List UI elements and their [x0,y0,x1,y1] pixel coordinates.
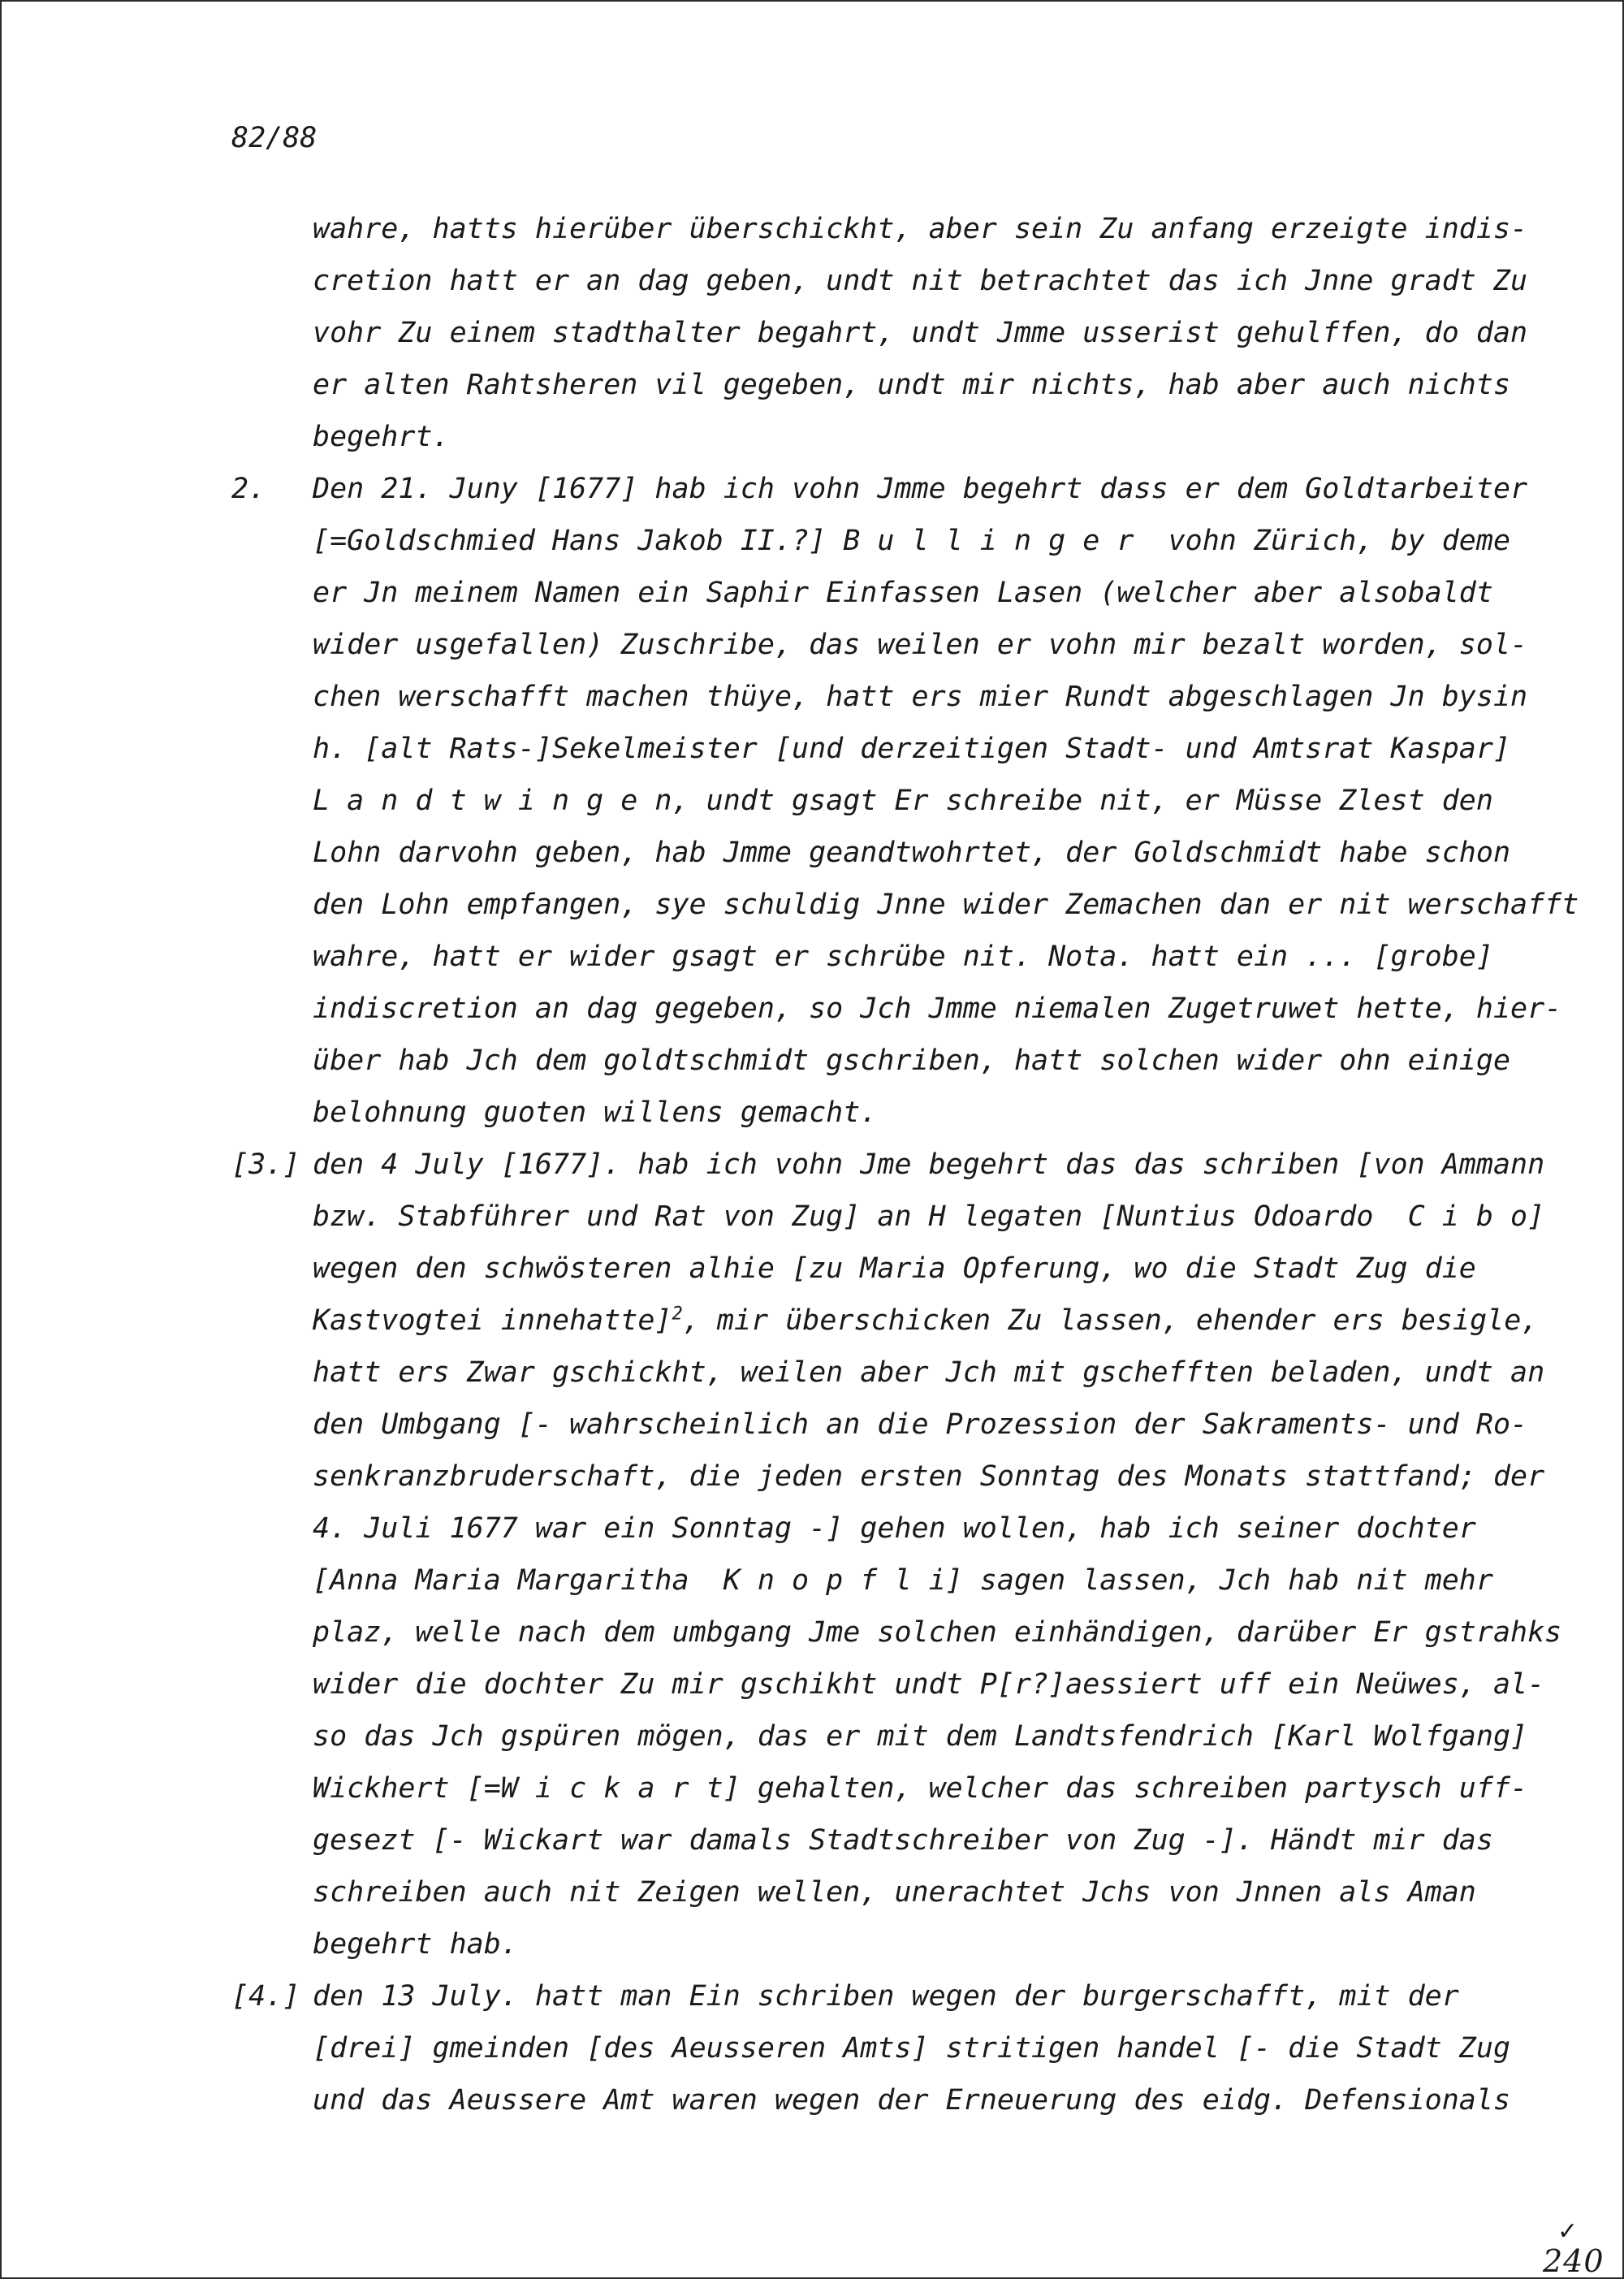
footnote-marker: 2 [672,1304,683,1325]
text-line: Lohn darvohn geben, hab Jmme geandtwohrtet, der Goldschmidt habe schon [313,837,1511,869]
text-line: cretion hatt er an dag geben, undt nit betrachtet das ich Jnne gradt Zu [313,265,1528,297]
text-line: hatt ers Zwar gschickht, weilen aber Jch mit gschefften beladen, undt an [313,1356,1545,1389]
text-line: belohnung guoten willens gemacht. [313,1096,878,1129]
text-line-with-footnote [313,1295,1563,1347]
text-line: chen werschafft machen thüye, hatt ers mier Rundt abgeschlagen Jn bysin [313,681,1528,713]
text-line: wahre, hatts hierüber überschickht, aber sein Zu anfang erzeigte indis- [313,213,1528,245]
text-segment: , mir überschicken Zu lassen, ehender ers besigle, [682,1304,1539,1337]
text-line: wider die dochter Zu mir gschikht undt P[r?]aessiert uff ein Neüwes, al- [313,1668,1545,1701]
text-line: wider usgefallen) Zuschribe, das weilen er vohn mir bezalt worden, sol- [313,629,1528,661]
text-line: Den 21. Juny [1677] hab ich vohn Jmme begehrt dass er dem Goldtarbeiter [313,473,1528,505]
check-mark-icon: ✓ [1557,2217,1579,2246]
text-line: und das Aeussere Amt waren wegen der Erneuerung des eidg. Defensionals [313,2084,1511,2117]
text-line: begehrt hab. [313,1928,518,1961]
page-number: 82/88 [231,122,317,154]
document-body [231,203,1579,2126]
text-line: [drei] gmeinden [des Aeusseren Amts] stritigen handel [- die Stadt Zug [313,2032,1511,2065]
text-line: indiscretion an dag gegeben, so Jch Jmme niemalen Zugetruwet hette, hier- [313,992,1562,1025]
entry-number: [4.] [231,1980,300,2013]
text-line: den 4 July [1677]. hab ich vohn Jme begehrt das das schriben [von Ammann [313,1148,1545,1181]
text-line: wegen den schwösteren alhie [zu Maria Opferung, wo die Stadt Zug die [313,1252,1476,1285]
entry-number: 2. [231,473,266,505]
text-line: Wickhert [=W i c k a r t] gehalten, welcher das schreiben partysch uff- [313,1772,1528,1805]
text-line: 4. Juli 1677 war ein Sonntag -] gehen wollen, hab ich seiner dochter [313,1512,1476,1545]
text-segment: Kastvogtei innehatte] [313,1304,672,1337]
text-line: über hab Jch dem goldtschmidt gschriben, hatt solchen wider ohn einige [313,1044,1511,1077]
text-line: [Anna Maria Margaritha K n o p f l i] sagen lassen, Jch hab nit mehr [313,1564,1493,1597]
entry-4 [231,1970,1563,2126]
text-line: plaz, welle nach dem umbgang Jme solchen einhändigen, darüber Er gstrahks [313,1616,1562,1649]
text-line: vohr Zu einem stadthalter begahrt, undt Jmme usserist gehulffen, do dan [313,317,1528,349]
text-line: den Lohn empfangen, sye schuldig Jnne wider Zemachen dan er nit werschafft [313,889,1579,921]
text-line: [=Goldschmied Hans Jakob II.?] B u l l i n g e r vohn Zürich, by deme [313,525,1511,557]
text-line: senkranzbruderschaft, die jeden ersten Sonntag des Monats stattfand; der [313,1460,1545,1493]
text-line: den 13 July. hatt man Ein schriben wegen der burgerschafft, mit der [313,1980,1459,2013]
entry-number: [3.] [231,1148,300,1181]
text-line: wahre, hatt er wider gsagt er schrübe nit. Nota. hatt ein ... [grobe] [313,941,1493,973]
text-line: bzw. Stabführer und Rat von Zug] an H legaten [Nuntius Odoardo C i b o] [313,1200,1545,1233]
text-line: so das Jch gspüren mögen, das er mit dem Landtsfendrich [Karl Wolfgang] [313,1720,1528,1753]
entry-2 [231,463,1579,1139]
text-line: den Umbgang [- wahrscheinlich an die Prozession der Sakraments- und Ro- [313,1408,1528,1441]
text-line: schreiben auch nit Zeigen wellen, unerachtet Jchs von Jnnen als Aman [313,1876,1476,1909]
entry-3 [231,1139,1563,1970]
text-line: h. [alt Rats-]Sekelmeister [und derzeitigen Stadt- und Amtsrat Kaspar] [313,733,1511,765]
text-line: begehrt. [313,421,450,453]
handwritten-folio-number: 240 [1543,2243,1605,2279]
text-line: er alten Rahtsheren vil gegeben, undt mir nichts, hab aber auch nichts [313,369,1511,401]
intro-paragraph [231,203,1563,463]
text-line: er Jn meinem Namen ein Saphir Einfassen Lasen (welcher aber alsobaldt [313,577,1493,609]
text-line: gesezt [- Wickart war damals Stadtschreiber von Zug -]. Händt mir das [313,1824,1493,1857]
text-line: L a n d t w i n g e n, undt gsagt Er schreibe nit, er Müsse Zlest den [313,785,1493,817]
